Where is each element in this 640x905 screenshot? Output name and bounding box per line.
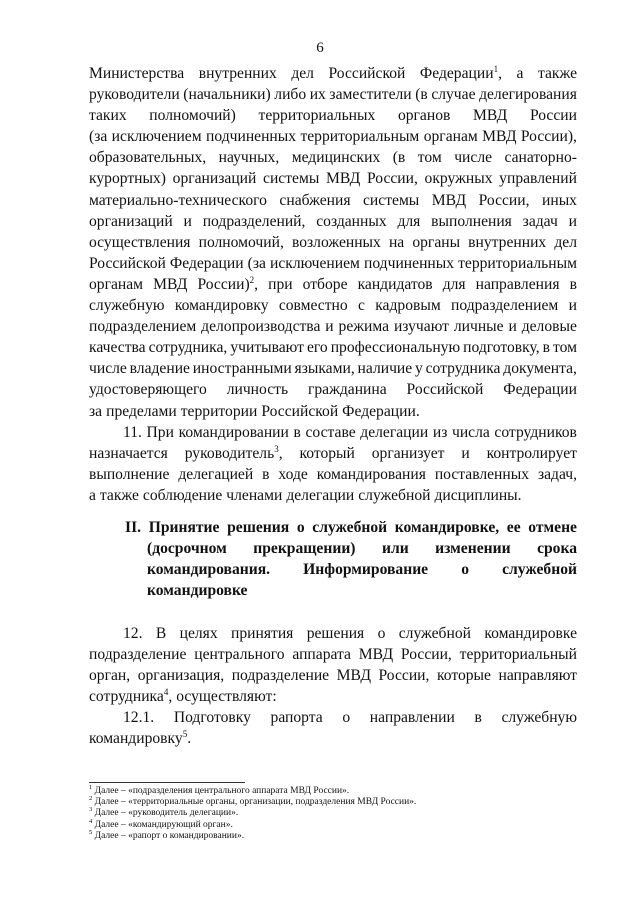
word: в [474,709,482,727]
word: подразделением [451,297,559,315]
word: иных [542,191,577,209]
word: органам [89,275,144,293]
word: в [542,339,550,357]
word: (досрочном [147,540,227,558]
text-line [89,485,577,506]
word: России)$^2$, [197,274,259,293]
word: командирования. [147,561,271,579]
word: России, [400,646,452,664]
word: также [99,486,139,504]
footnote-reference: 5 [182,729,188,740]
word: дел [291,65,314,82]
text-line [89,211,577,232]
word: Российской [261,402,339,420]
word: командирования [316,465,426,483]
text-line [89,295,577,316]
word: соблюдение [142,486,223,504]
word: образовательных, [89,149,207,167]
word: территориальным [300,128,420,146]
word: о [461,561,470,579]
word: органы [412,233,461,251]
word: командировании [178,423,289,441]
word: документа, [503,360,577,378]
word: Российской [406,381,484,399]
word: 12. [123,625,143,642]
word: о [296,519,305,536]
word: поставленных [434,465,530,483]
word: МВД [431,191,467,209]
word: руководители [89,86,180,104]
word: руководитель$^3$, [184,443,283,462]
text-line [89,168,577,189]
word: МВД [336,667,371,685]
word: служебной [312,519,388,536]
text-line [89,728,577,749]
word: качества [89,339,146,357]
word: языками, [294,360,355,378]
paragraph-1 [89,63,577,422]
word: которые [436,667,491,685]
word: санаторно- [504,149,577,167]
word: Подготовку [173,709,251,727]
text-line [125,559,577,580]
text-line [89,443,577,464]
word: организует [371,444,445,462]
word: командировке [484,625,577,642]
text-line [89,358,577,379]
word: командировке [147,582,248,600]
word: внутренних [468,233,547,251]
word: кадровым [375,297,441,315]
word: (начальники) [183,86,271,104]
word: осуществляют: [176,688,277,706]
page-number: 6 [316,40,324,56]
text-line [89,253,577,274]
word: удостоверяющего [89,381,207,399]
word: а [516,65,524,82]
word: возложенных [291,233,381,251]
word: том [417,149,442,167]
body-text-lower [89,623,577,750]
word: сотрудников [494,423,577,441]
word: задач, [537,465,577,483]
word: Российской [89,254,166,272]
word: и [183,212,192,230]
word: делегацией [178,465,254,483]
body-text-upper [89,63,577,506]
word: при [268,275,293,293]
word: командировку$^5$. [89,729,192,748]
word: МВД [153,275,188,293]
word: подчиненных [206,128,297,146]
footnote-reference: 4 [163,687,169,698]
word: системы [363,191,420,209]
footnote-4: $^4$ Далее – «командирующий орган». [89,817,233,830]
word: подразделений, [202,212,306,230]
text-line [89,84,577,105]
word: исключением [111,128,202,146]
word: для [397,212,421,230]
word: дисциплины. [434,486,522,504]
text-line [89,105,577,126]
footnote-reference: 2 [249,274,255,285]
word: МВД [482,128,517,146]
footnote-reference: 3 [274,443,279,454]
word: Федерации. [342,402,420,420]
word: России), [520,128,577,146]
word: территориальных [258,107,376,125]
word: медицинских [291,149,381,167]
word: МВД [358,646,394,664]
word: служебную [89,297,165,315]
word: для [442,275,466,293]
word: наличие [357,360,413,378]
word: направляют [498,667,577,685]
text-line [89,274,577,295]
word: либо [274,86,307,104]
word: отмене [528,519,577,536]
text-line [89,707,577,728]
word: делегации [360,423,429,441]
word: профессиональную [330,339,461,357]
word: числе [454,149,493,167]
text-line [125,538,577,559]
word: рапорта [270,709,323,727]
word: ее [506,519,521,536]
word: пределами [106,402,177,420]
word: полномочий, [198,233,284,251]
footnote-divider [89,782,245,783]
word: выполнение [89,465,170,483]
word: на [388,233,405,251]
word: орган, [89,667,131,685]
text-line [89,379,577,400]
word: который [299,444,355,462]
word: в [569,275,577,293]
text-line [125,517,577,538]
word: в [262,465,270,483]
word: территории [180,402,258,420]
word: подразделение [231,667,330,685]
word: подразделением [89,318,197,336]
word: окружных [424,170,493,188]
word: дел [554,233,577,251]
text-line [89,63,577,84]
word: владение [129,360,190,378]
word: целях [179,625,218,642]
word: Федерации [169,254,244,272]
word: Российской [328,65,406,82]
word: решения [306,625,365,642]
word: исключением [269,254,360,272]
word: случае [431,86,476,104]
word: в [293,423,301,441]
word: органам [423,128,478,146]
word: направления [475,275,560,293]
word: организаций [172,170,257,188]
word: у [415,360,423,378]
word: о [342,709,351,727]
word: созданных [316,212,387,230]
word: В [155,625,167,642]
word: территориальным [458,254,577,272]
word: Федерации$^1$, [419,63,502,82]
word: Информирование [303,561,429,579]
word: ходе [278,465,308,483]
word: 11. [123,423,142,441]
word: и [508,318,517,336]
text-line [89,190,577,211]
word: составе [305,423,356,441]
word: делегации [286,486,355,504]
text-line [125,580,577,601]
word: (в [392,149,406,167]
word: России [529,107,577,125]
word: организация, [137,667,225,685]
word: При [146,423,174,441]
word: сотрудника, [148,339,228,357]
text-line [89,316,577,337]
word: России, [478,191,530,209]
word: сотрудника [425,360,501,378]
text-line [89,337,577,358]
text-line [89,623,577,644]
footnote-5: $^5$ Далее – «рапорт о командировании». [89,828,245,841]
word: МВД [473,107,508,125]
word: числе [89,360,127,378]
word: а [89,486,96,504]
footnote-2: $^2$ Далее – «территориальные органы, организации, подразделения МВД России». [89,795,417,808]
word: организаций [89,212,173,230]
word: МВД [325,170,361,188]
word: материально-технического [89,191,267,209]
word: служебной [502,561,577,579]
word: (за [247,254,266,272]
word: делопроизводства [201,318,321,336]
word: служебной [398,625,471,642]
word: совместно [278,297,348,315]
word: членами [226,486,283,504]
footnotes [89,783,577,842]
word: Принятие [148,519,220,536]
word: или [381,540,409,558]
word: (за [89,128,108,146]
word: 12.1. [123,709,155,727]
word: служебной [358,486,431,504]
footnote-3: $^3$ Далее – «руководитель делегации». [89,806,239,819]
word: их [309,86,326,104]
word: деловые [521,318,577,336]
word: командировке, [394,519,500,536]
word: прекращении) [253,540,356,558]
word: и [325,318,334,336]
text-line [89,464,577,485]
word: том [552,339,577,357]
word: управлений [499,170,577,188]
word: осуществления [89,233,191,251]
word: полномочий) [149,107,236,125]
text-line [89,686,577,707]
word: с [357,297,365,315]
word: отборе [302,275,348,293]
word: его [306,339,328,357]
text-line [89,644,577,665]
word: числа [451,423,490,441]
word: решения [227,519,290,536]
word: подчиненных [363,254,455,272]
word: II. [125,519,142,536]
word: Министерства [89,65,185,82]
paragraph-11 [89,422,577,506]
word: заместители [329,86,412,104]
word: за [89,402,103,420]
word: делегирования [479,86,577,104]
word: служебную [501,709,577,727]
word: режима [338,318,390,336]
word: контролирует [486,444,577,462]
word: таких [89,107,127,125]
word: курортных) [89,170,166,188]
word: учитывают [230,339,304,357]
section-heading [125,517,577,601]
word: направлении [369,709,455,727]
text-line [89,665,577,686]
word: личные [453,318,504,336]
word: кандидатов [357,275,433,293]
word: органов [397,107,451,125]
word: центрального [194,646,285,664]
text-line [89,232,577,253]
word: аппарата [292,646,351,664]
word: назначается [89,444,168,462]
word: внутренних [198,65,277,82]
footnote-1: $^1$ Далее – «подразделения центрального аппарата МВД России». [89,783,350,796]
word: иностранными [192,360,292,378]
word: России, [378,667,430,685]
word: о [377,625,386,642]
text-line [89,401,577,422]
word: и [568,212,577,230]
word: подготовку, [463,339,540,357]
word: срока [537,540,577,558]
word: территориальный [459,646,577,664]
word: России, [366,170,418,188]
word: системы [263,170,320,188]
word: и [461,444,470,462]
word: также [538,65,577,82]
word: (в [415,86,428,104]
word: и [568,297,577,315]
word: научных, [218,149,280,167]
word: задач [522,212,558,230]
paragraph-12 [89,623,577,707]
word: личность [226,381,289,399]
word: изучают [393,318,449,336]
text-line [89,126,577,147]
word: сотрудника$^4$, [89,687,173,706]
text-line [89,422,577,443]
text-line [89,147,577,168]
word: изменении [435,540,511,558]
word: гражданина [307,381,387,399]
word: Федерации [503,381,577,399]
word: подразделение [89,646,187,664]
paragraph-12-1 [89,707,577,749]
word: выполнения [431,212,512,230]
word: из [432,423,448,441]
word: снабжения [279,191,351,209]
footnote-reference: 1 [493,63,499,74]
word: командировку [174,297,269,315]
word: принятия [231,625,294,642]
